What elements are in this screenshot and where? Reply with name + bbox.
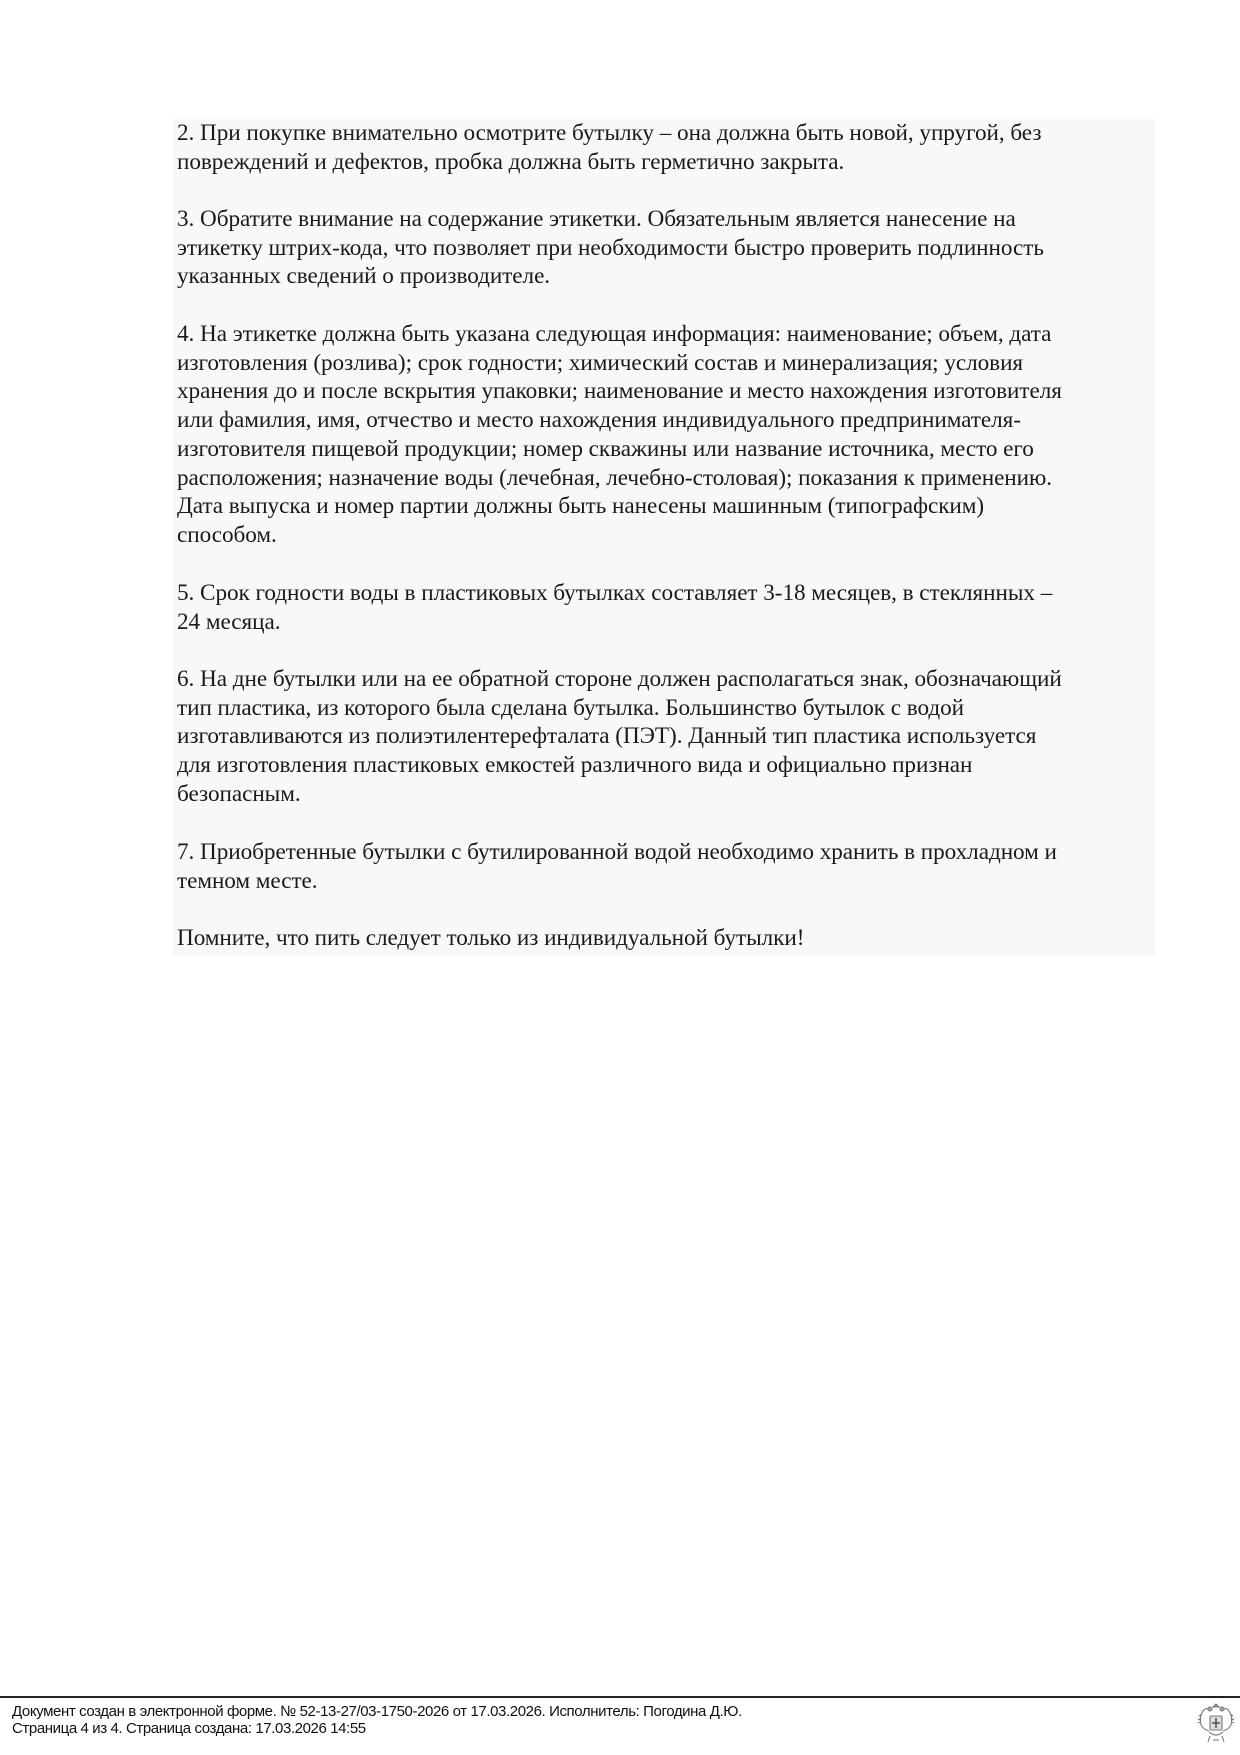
footer-document-info: Документ создан в электронной форме. № 52-13-27/03-1750-2026 от 17.03.2026. Исполнитель: Погодина Д.Ю. bbox=[12, 1703, 742, 1720]
coat-of-arms-emblem-icon bbox=[1196, 1700, 1236, 1750]
paragraph-2: 2. При покупке внимательно осмотрите бутылку – она должна быть новой, упругой, без повреждений и дефектов, пробка должна быть герметично закрыта. bbox=[177, 120, 1042, 175]
paragraph-4: 4. На этикетке должна быть указана следующая информация: наименование; объем, дата изготовления (розлива); срок годности; химический состав и минерализация; условия хранения до и после вскрытия упаковки; наименование и место нахождения изготовителя или фамилия, имя, отчество и место нахождения индивидуального предпринимателя- изготовителя пищевой продукции; номер скважины или название источника, место его расположения; назначение воды (лечебная, лечебно-столовая); показания к применению. Дата выпуска и номер партии должны быть нанесены машинным (типографским) способом. bbox=[177, 321, 1062, 548]
paragraph-5: 5. Срок годности воды в пластиковых бутылках составляет 3-18 месяцев, в стеклянных – 24 месяца. bbox=[177, 580, 1053, 635]
footer-divider bbox=[0, 1696, 1240, 1698]
paragraph-6: 6. На дне бутылки или на ее обратной стороне должен располагаться знак, обозначающий тип пластика, из которого была сделана бутылка. Большинство бутылок с водой изготавливаются из полиэтилентерефталата (ПЭТ). Данный тип пластика используется для изготовления пластиковых емкостей различного вида и официально признан безопасным. bbox=[177, 666, 1062, 807]
footer-page-info: Страница 4 из 4. Страница создана: 17.03.2026 14:55 bbox=[12, 1720, 366, 1737]
paragraph-3: 3. Обратите внимание на содержание этикетки. Обязательным является нанесение на этикетку штрих-кода, что позволяет при необходимости быстро проверить подлинность указанных сведений о производителе. bbox=[177, 206, 1044, 290]
paragraph-7: 7. Приобретенные бутылки с бутилированной водой необходимо хранить в прохладном и темном месте. bbox=[177, 839, 1057, 894]
closing-reminder: Помните, что пить следует только из индивидуальной бутылки! bbox=[177, 925, 805, 951]
